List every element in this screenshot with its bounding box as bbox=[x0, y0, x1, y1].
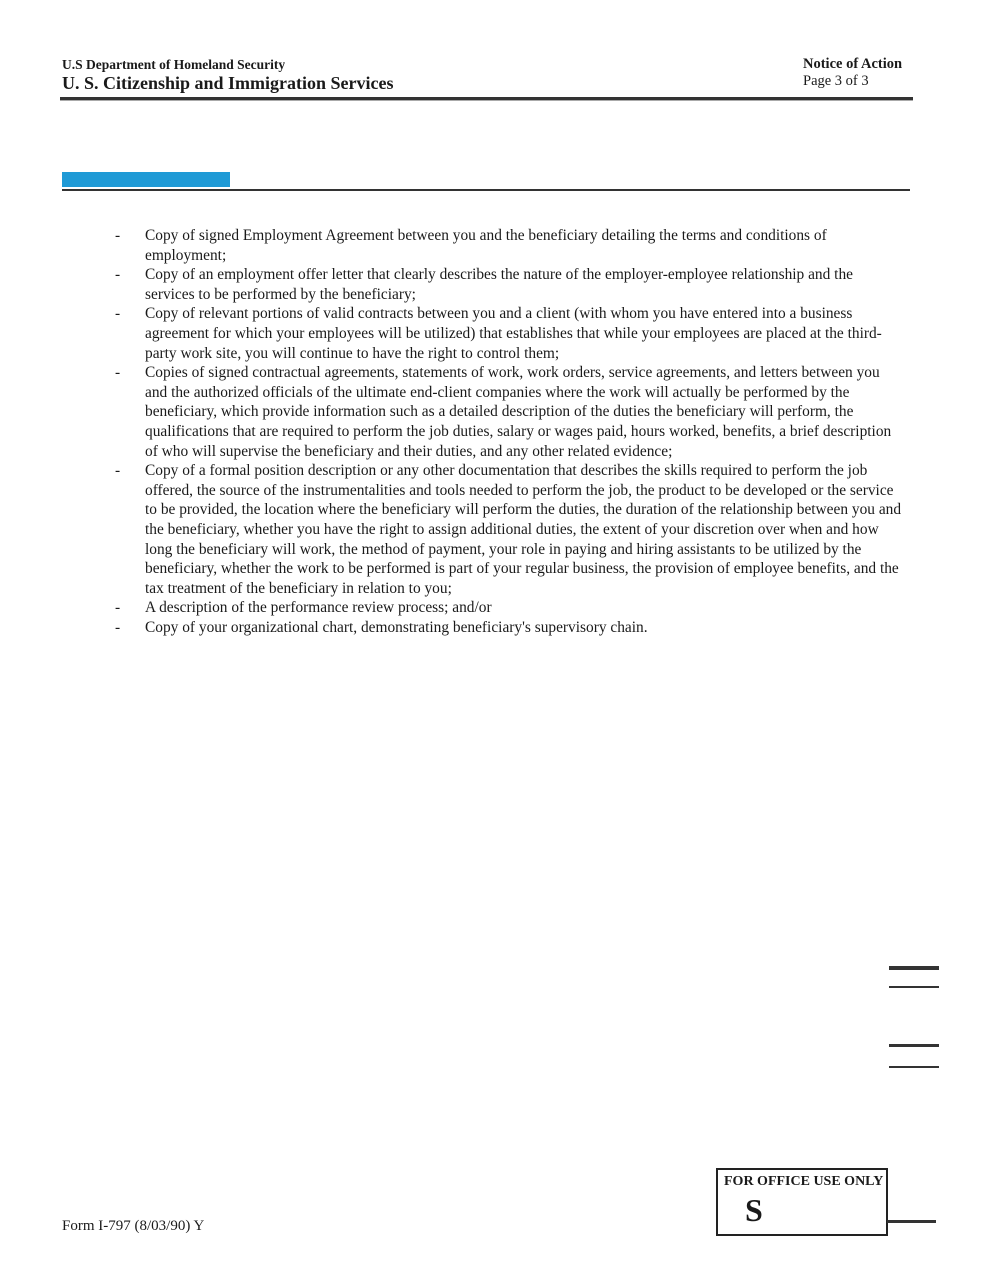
office-box-tail-rule bbox=[887, 1220, 936, 1223]
list-item bbox=[112, 598, 902, 618]
list-item bbox=[112, 618, 902, 638]
redaction-block bbox=[62, 172, 230, 187]
margin-mark-bar bbox=[889, 1066, 939, 1068]
list-item-text: Copy of relevant portions of valid contracts between you and a client (with whom you have entered into a business agreement for which your employees will be utilized) that establishes that while your employees are placed at the third-party work site, you will continue to have the right to control them; bbox=[145, 305, 882, 362]
office-use-code: S bbox=[745, 1192, 763, 1228]
list-item-text: Copies of signed contractual agreements, statements of work, work orders, service agreements, and letters between you and the authorized officials of the ultimate end-client companies where the work will actually be performed by the beneficiary, which provide information such as a detailed description of the duties the beneficiary will perform, the qualifications that are required to perform the job duties, salary or wages paid, hours worked, benefits, a brief description of who will supervise the beneficiary and their duties, and any other related evidence; bbox=[145, 364, 892, 460]
bullet-dash: - bbox=[115, 305, 121, 323]
bullet-dash: - bbox=[115, 266, 121, 284]
bullet-dash: - bbox=[115, 227, 121, 244]
list-item bbox=[112, 226, 902, 265]
list-item-text: Copy of a formal position description or any other documentation that describes the skills required to perform the job offered, the source of the instrumentalities and tools needed to perform the job, the product to be developed or the service to be provided, the location where the beneficiary will perform the duties, the duration of the relationship between you and the beneficiary, whether you have the right to assign additional duties, the extent of your discretion over when and how long the beneficiary will work, the method of payment, your role in paying and hiring assistants to be utilized by the beneficiary, whether the work to be performed is part of your regular business, the provision of employee benefits, and the tax treatment of the beneficiary in relation to you; bbox=[145, 462, 902, 597]
office-use-label: FOR OFFICE USE ONLY bbox=[724, 1174, 884, 1189]
list-item-text: Copy of your organizational chart, demonstrating beneficiary's supervisory chain. bbox=[145, 618, 648, 636]
evidence-list bbox=[112, 226, 902, 637]
margin-mark-bar bbox=[889, 966, 939, 970]
form-number: Form I-797 (8/03/90) Y bbox=[62, 1218, 205, 1234]
list-item-text: Copy of signed Employment Agreement between you and the beneficiary detailing the terms and conditions of employment; bbox=[145, 227, 827, 264]
header-rule-shadow bbox=[60, 100, 913, 101]
list-item bbox=[112, 304, 902, 363]
list-item-text: A description of the performance review process; and/or bbox=[145, 599, 492, 617]
list-item bbox=[112, 461, 902, 598]
list-item-text: Copy of an employment offer letter that clearly describes the nature of the employer-employee relationship and the services to be performed by the beneficiary; bbox=[145, 266, 853, 303]
bullet-dash: - bbox=[115, 618, 121, 636]
section-rule bbox=[62, 189, 910, 191]
bullet-dash: - bbox=[115, 599, 121, 617]
list-item bbox=[112, 265, 902, 304]
bullet-dash: - bbox=[115, 462, 121, 480]
list-item bbox=[112, 363, 902, 461]
agency-name: U.S Department of Homeland Security bbox=[62, 57, 286, 72]
margin-mark-bar bbox=[889, 1044, 939, 1047]
agency-subname: U. S. Citizenship and Immigration Services bbox=[62, 73, 394, 93]
page-number: Page 3 of 3 bbox=[803, 73, 869, 89]
bullet-dash: - bbox=[115, 364, 121, 382]
margin-mark-bar bbox=[889, 986, 939, 988]
notice-type: Notice of Action bbox=[803, 56, 903, 72]
office-use-box bbox=[716, 1168, 888, 1236]
